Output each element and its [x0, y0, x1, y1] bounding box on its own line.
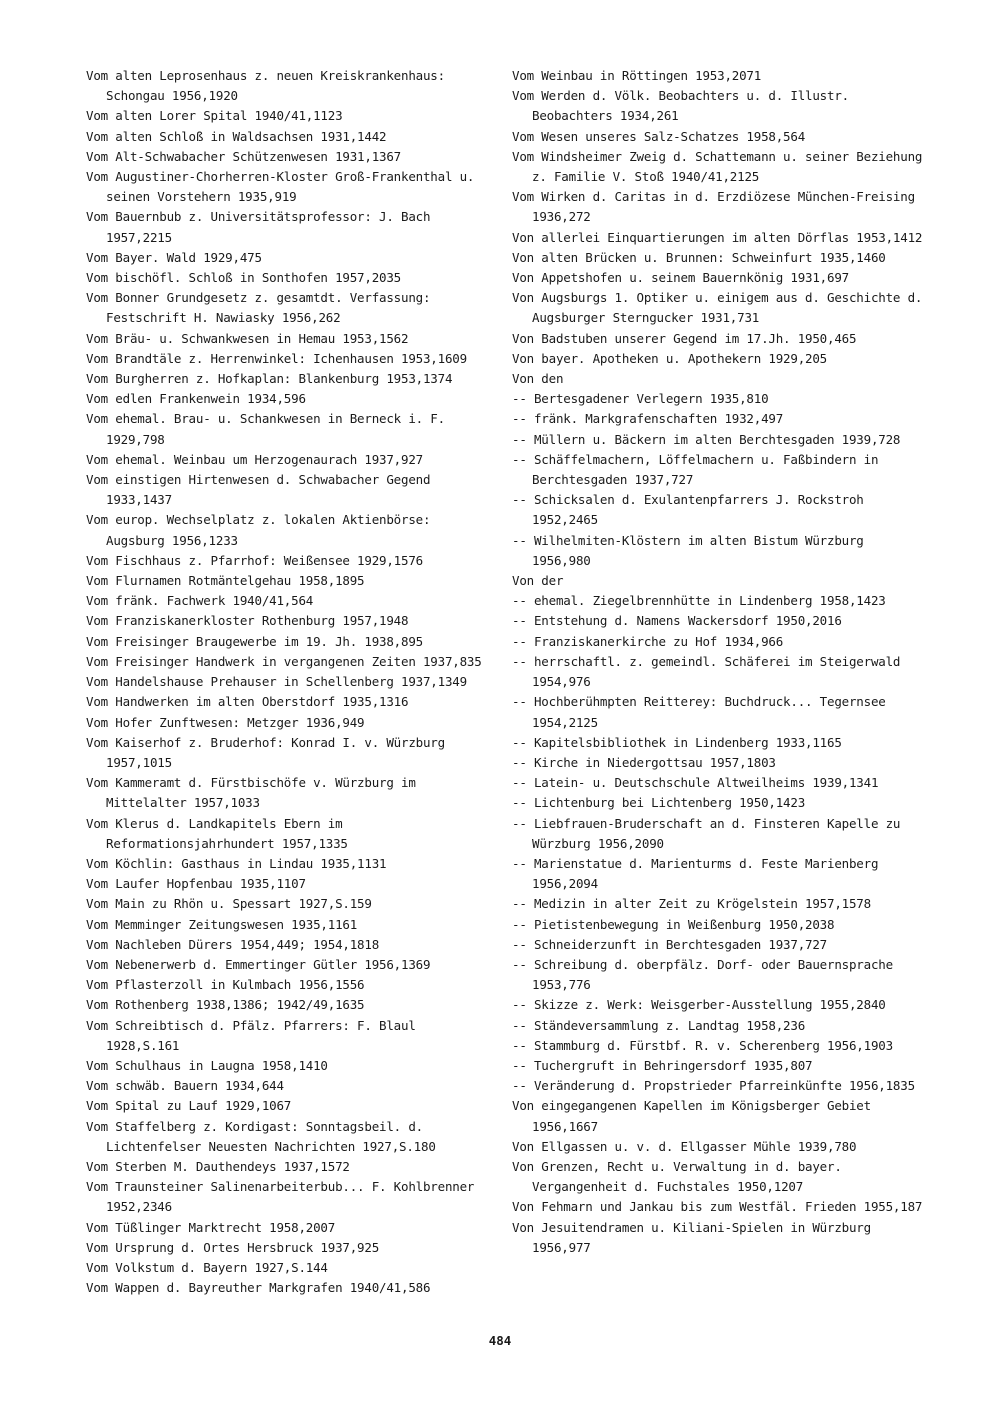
index-entry: Von allerlei Einquartierungen im alten Dörflas 1953,1412: [512, 229, 923, 245]
index-entry: -- Schneiderzunft in Berchtesgaden 1937,727: [512, 936, 828, 952]
index-entry: Vom alten Schloß in Waldsachsen 1931,1442: [86, 128, 387, 144]
index-entry: -- Franziskanerkirche zu Hof 1934,966: [512, 633, 784, 649]
page-number: 484: [488, 1333, 512, 1348]
left-column: [86, 66, 496, 1298]
index-entry: Von den: [512, 371, 564, 387]
index-entry: Vom Freisinger Braugewerbe im 19. Jh. 1938,895: [86, 633, 423, 649]
index-entry: Vom Kammeramt d. Fürstbischöfe v. Würzburg im Mittelalter 1957,1033: [86, 775, 416, 811]
index-entry: Vom Alt-Schwabacher Schützenwesen 1931,1367: [86, 148, 402, 164]
index-entry: -- Schäffelmachern, Löffelmachern u. Faßbindern in Berchtesgaden 1937,727: [512, 451, 879, 488]
index-entry: Vom Wappen d. Bayreuther Markgrafen 1940/41,586: [86, 1280, 431, 1296]
index-entry: Vom Franziskanerkloster Rothenburg 1957,1948: [86, 613, 409, 629]
index-entry: -- Bertesgadener Verlegern 1935,810: [512, 391, 769, 407]
index-entry: Vom Nachleben Dürers 1954,449; 1954,1818: [86, 936, 380, 952]
index-entry: Von bayer. Apotheken u. Apothekern 1929,205: [512, 350, 828, 366]
index-entry: Vom Tüßlinger Marktrecht 1958,2007: [86, 1219, 336, 1235]
index-entry: Vom Augustiner-Chorherren-Kloster Groß-Frankenthal u. seinen Vorstehern 1935,919: [86, 169, 475, 205]
index-entry: Vom alten Lorer Spital 1940/41,1123: [86, 108, 343, 124]
index-entry: Von Appetshofen u. seinem Bauernkönig 1931,697: [512, 270, 849, 286]
index-entry: -- Liebfrauen-Bruderschaft an d. Finsteren Kapelle zu Würzburg 1956,2090: [512, 815, 901, 851]
index-entry: -- herrschaftl. z. gemeindl. Schäferei im Steigerwald 1954,976: [512, 653, 901, 690]
index-entry: -- Medizin in alter Zeit zu Krögelstein 1957,1578: [512, 896, 871, 912]
index-entry: Vom Sterben M. Dauthendeys 1937,1572: [86, 1158, 350, 1174]
index-entry: Vom Köchlin: Gasthaus in Lindau 1935,1131: [86, 855, 387, 871]
index-entry: Vom Burgherren z. Hofkaplan: Blankenburg 1953,1374: [86, 371, 453, 387]
index-entry: Vom Kaiserhof z. Bruderhof: Konrad I. v. Würzburg 1957,1015: [86, 734, 445, 770]
index-entry: -- Veränderung d. Propstrieder Pfarreinkünfte 1956,1835: [512, 1078, 915, 1094]
index-entry: -- Schreibung d. oberpfälz. Dorf- oder Bauernsprache 1953,776: [512, 956, 893, 993]
index-entry: Vom Brandtäle z. Herrenwinkel: Ichenhausen 1953,1609: [86, 350, 467, 366]
index-entry: Vom Handwerken im alten Oberstdorf 1935,1316: [86, 694, 409, 710]
index-entry: Vom europ. Wechselplatz z. lokalen Aktienbörse: Augsburg 1956,1233: [86, 512, 431, 548]
index-entry: Vom Klerus d. Landkapitels Ebern im Reformationsjahrhundert 1957,1335: [86, 815, 348, 851]
index-entry: Vom Schulhaus in Laugna 1958,1410: [86, 1057, 328, 1073]
index-entry: Vom Staffelberg z. Kordigast: Sonntagsbeil. d. Lichtenfelser Neuesten Nachrichten 1927,S.180: [86, 1118, 436, 1154]
index-entry: Vom Ursprung d. Ortes Hersbruck 1937,925: [86, 1239, 380, 1255]
index-entry: Von der: [512, 573, 564, 589]
index-entry: Vom Bonner Grundgesetz z. gesamtdt. Verfassung: Festschrift H. Nawiasky 1956,262: [86, 290, 431, 326]
index-entry: Vom Werden d. Völk. Beobachters u. d. Illustr. Beobachters 1934,261: [512, 88, 849, 124]
index-entry: Vom Nebenerwerb d. Emmertinger Gütler 1956,1369: [86, 956, 431, 972]
index-entry: Vom Fischhaus z. Pfarrhof: Weißensee 1929,1576: [86, 552, 423, 568]
index-entry: -- Pietistenbewegung in Weißenburg 1950,2038: [512, 916, 835, 932]
index-entry: Vom Rothenberg 1938,1386; 1942/49,1635: [86, 997, 365, 1013]
index-entry: -- Kirche in Niedergottsau 1957,1803: [512, 754, 776, 770]
index-entry: Von Augsburgs 1. Optiker u. einigem aus d. Geschichte d. Augsburger Sterngucker 1931,731: [512, 290, 923, 326]
right-column: [512, 66, 927, 1258]
index-entry: Vom alten Leprosenhaus z. neuen Kreiskrankenhaus: Schongau 1956,1920: [86, 68, 445, 104]
index-entry: Vom Spital zu Lauf 1929,1067: [86, 1098, 292, 1114]
index-entry: Von Jesuitendramen u. Kiliani-Spielen in Würzburg 1956,977: [512, 1219, 871, 1255]
index-entry: Von Ellgassen u. v. d. Ellgasser Mühle 1939,780: [512, 1138, 857, 1154]
index-entry: -- Hochberühmpten Reitterey: Buchdruck... Tegernsee 1954,2125: [512, 694, 886, 730]
index-entry: Vom Bauernbub z. Universitätsprofessor: J. Bach 1957,2215: [86, 209, 431, 245]
index-entry: Vom Traunsteiner Salinenarbeiterbub... F. Kohlbrenner 1952,2346: [86, 1179, 475, 1215]
index-entry: -- Skizze z. Werk: Weisgerber-Ausstellung 1955,2840: [512, 997, 886, 1013]
index-entry: -- Schicksalen d. Exulantenpfarrers J. Rockstroh 1952,2465: [512, 492, 864, 528]
index-entry: Von Grenzen, Recht u. Verwaltung in d. bayer. Vergangenheit d. Fuchstales 1950,1207: [512, 1158, 842, 1195]
index-entry: Vom Memminger Zeitungswesen 1935,1161: [86, 916, 358, 932]
index-entry: -- Ständeversammlung z. Landtag 1958,236: [512, 1017, 806, 1033]
index-entry: Vom Bräu- u. Schwankwesen in Hemau 1953,1562: [86, 330, 409, 346]
index-entry: -- Wilhelmiten-Klöstern im alten Bistum Würzburg 1956,980: [512, 532, 864, 568]
index-entry: -- fränk. Markgrafenschaften 1932,497: [512, 411, 784, 427]
index-entry: Vom Bayer. Wald 1929,475: [86, 249, 262, 265]
index-entry: Vom schwäb. Bauern 1934,644: [86, 1078, 284, 1094]
index-entry: -- Müllern u. Bäckern im alten Berchtesgaden 1939,728: [512, 431, 901, 447]
index-entry: Von alten Brücken u. Brunnen: Schweinfurt 1935,1460: [512, 249, 886, 265]
index-entry: Von Fehmarn und Jankau bis zum Westfäl. Frieden 1955,187: [512, 1199, 923, 1215]
index-entry: Vom ehemal. Brau- u. Schankwesen in Berneck i. F. 1929,798: [86, 411, 445, 447]
index-entry: Vom Wesen unseres Salz-Schatzes 1958,564: [512, 128, 806, 144]
index-entry: Vom Weinbau in Röttingen 1953,2071: [512, 68, 762, 83]
index-entry: -- Latein- u. Deutschschule Altweilheims 1939,1341: [512, 775, 879, 791]
index-entry: Vom Volkstum d. Bayern 1927,S.144: [86, 1259, 328, 1275]
index-entry: Von eingegangenen Kapellen im Königsberger Gebiet 1956,1667: [512, 1098, 871, 1134]
index-entry: Vom Hofer Zunftwesen: Metzger 1936,949: [86, 714, 365, 730]
index-entry: Vom Wirken d. Caritas in d. Erzdiözese München-Freising 1936,272: [512, 189, 915, 225]
index-entry: -- Tuchergruft in Behringersdorf 1935,807: [512, 1057, 813, 1073]
index-entry: Vom bischöfl. Schloß in Sonthofen 1957,2035: [86, 270, 402, 286]
index-entry: Vom Main zu Rhön u. Spessart 1927,S.159: [86, 896, 372, 912]
index-entry: Vom edlen Frankenwein 1934,596: [86, 391, 306, 407]
index-entry: Vom ehemal. Weinbau um Herzogenaurach 1937,927: [86, 451, 423, 467]
index-entry: Von Badstuben unserer Gegend im 17.Jh. 1950,465: [512, 330, 857, 346]
index-entry: Vom Laufer Hopfenbau 1935,1107: [86, 876, 306, 892]
index-entry: Vom Handelshause Prehauser in Schellenberg 1937,1349: [86, 674, 467, 690]
index-entry: Vom einstigen Hirtenwesen d. Schwabacher Gegend 1933,1437: [86, 472, 431, 508]
index-entry: Vom Pflasterzoll in Kulmbach 1956,1556: [86, 977, 365, 993]
index-entry: -- Marienstatue d. Marienturms d. Feste Marienberg 1956,2094: [512, 855, 879, 892]
index-entry: -- Kapitelsbibliothek in Lindenberg 1933,1165: [512, 734, 842, 750]
index-entry: -- ehemal. Ziegelbrennhütte in Lindenberg 1958,1423: [512, 593, 886, 609]
index-entry: Vom Freisinger Handwerk in vergangenen Zeiten 1937,835: [86, 653, 482, 669]
index-entry: Vom Flurnamen Rotmäntelgehau 1958,1895: [86, 573, 365, 589]
index-entry: -- Lichtenburg bei Lichtenberg 1950,1423: [512, 795, 806, 811]
index-entry: -- Entstehung d. Namens Wackersdorf 1950,2016: [512, 613, 842, 629]
index-entry: Vom Windsheimer Zweig d. Schattemann u. seiner Beziehung z. Familie V. Stoß 1940/41,2125: [512, 148, 923, 185]
index-entry: -- Stammburg d. Fürstbf. R. v. Scherenberg 1956,1903: [512, 1037, 893, 1053]
index-entry: Vom fränk. Fachwerk 1940/41,564: [86, 593, 314, 609]
index-entry: Vom Schreibtisch d. Pfälz. Pfarrers: F. Blaul 1928,S.161: [86, 1017, 416, 1053]
